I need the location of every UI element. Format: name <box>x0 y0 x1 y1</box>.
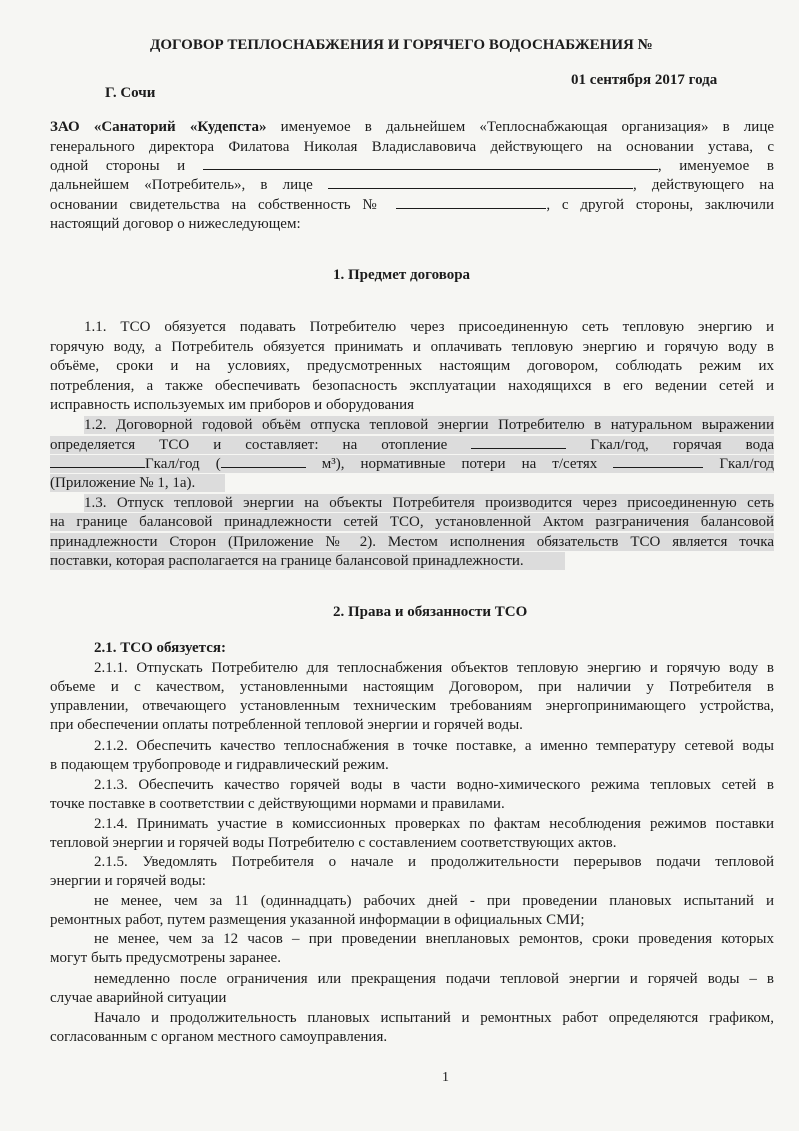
p1-2-line <box>50 455 774 473</box>
p1-2-text: горячая вода <box>672 437 774 453</box>
p2-line: согласованным с органом местного самоуправления. <box>50 1029 388 1045</box>
document-title: ДОГОВОР ТЕПЛОСНАБЖЕНИЯ И ГОРЯЧЕГО ВОДОСНАБЖЕНИЯ № <box>150 37 653 53</box>
heating-volume-blank <box>471 436 566 449</box>
certificate-number-blank <box>396 196 546 209</box>
representative-blank <box>328 176 633 189</box>
p2-line: не менее, чем за 12 часов – при проведении внеплановых ремонтов, сроки проведения которых <box>94 931 774 947</box>
intro-line-1 <box>50 118 774 136</box>
cubic-meters-blank <box>221 455 306 468</box>
p2-line: в подающем трубопроводе и гидравлический режим. <box>50 757 389 773</box>
page-number: 1 <box>442 1070 449 1085</box>
p2-line: Начало и продолжительность плановых испытаний и ремонтных работ определяются графиком, <box>94 1010 774 1026</box>
p1-3-line: на границе балансовой принадлежности сетей ТСО, установленной Актом разграничения балансовой <box>50 514 774 530</box>
section-1-heading: 1. Предмет договора <box>333 267 471 283</box>
p2-line: 2.1.3. Обеспечить качество горячей воды в части водно-химического режима тепловых сетей в <box>94 777 774 793</box>
p1-2-text: Гкал/год <box>719 456 774 472</box>
p1-3-line: принадлежности Сторон (Приложение № 2). Местом исполнения обязательств ТСО является точка <box>50 534 774 550</box>
p1-2-text: Гкал/год ( <box>145 456 221 472</box>
p1-1-line: 1.1. ТСО обязуется подавать Потребителю через присоединенную сеть тепловую энергию и <box>84 319 774 335</box>
p2-line: 2.1.2. Обеспечить качество теплоснабжения в точке поставке, а именно температуру сетевой воды <box>94 738 774 754</box>
contract-date: 01 сентября 2017 года <box>571 72 718 88</box>
hot-water-volume-blank <box>50 455 145 468</box>
p1-2-line <box>50 436 774 454</box>
losses-blank <box>613 455 703 468</box>
intro-line-4 <box>50 176 774 194</box>
p2-line: тепловой энергии и горячей воды Потребителю с составлением соответствующих актов. <box>50 835 617 851</box>
p1-1-line: горячую воду, а Потребитель обязуется принимать и оплачивать тепловую энергию и горячую воду в <box>50 339 774 355</box>
p2-line: не менее, чем за 11 (одиннадцать) рабочих дней - при проведении плановых испытаний и <box>94 893 774 909</box>
p1-1-line: объёме, сроки и на условиях, предусмотренных настоящим договором, соблюдать режим их <box>50 358 774 374</box>
p1-3-line: поставки, которая располагается на границе балансовой принадлежности. <box>50 552 565 570</box>
intro-line-3 <box>50 157 774 175</box>
p2-line: объеме и с качеством, установленными настоящим Договором, при наличии у Потребителя в <box>50 679 774 695</box>
p1-2-line: (Приложение № 1, 1а). <box>50 474 225 492</box>
intro-line-5 <box>50 196 774 214</box>
p1-2-line: 1.2. Договорной годовой объём отпуска тепловой энергии Потребителю в натуральном выражении <box>84 417 774 433</box>
intro-text: одной стороны и <box>50 158 186 174</box>
intro-text: , с другой стороны, заключили <box>546 197 774 213</box>
p2-line: 2.1.1. Отпускать Потребителю для теплоснабжения объектов тепловую энергию и горячую воду в <box>94 660 774 676</box>
p1-2-text: определяется ТСО и составляет: на отопление <box>50 437 448 453</box>
p1-3-line: 1.3. Отпуск тепловой энергии на объекты Потребителя производится через присоединенную сеть <box>84 495 774 511</box>
p2-line: точке поставке в соответствии с действующими нормами и правилами. <box>50 796 505 812</box>
consumer-name-blank <box>203 157 658 170</box>
p2-line: 2.1.4. Принимать участие в комиссионных проверках по фактам несоблюдения режимов поставки <box>94 816 774 832</box>
city: Г. Сочи <box>105 85 156 101</box>
intro-line-2: генерального директора Филатова Николая Владиславовича действующего на основании устава, с <box>50 139 774 155</box>
intro-text: дальнейшем «Потребитель», в лице <box>50 177 313 193</box>
p2-line: немедленно после ограничения или прекращения подачи тепловой энергии и горячей воды – в <box>94 971 774 987</box>
p1-2-text: Гкал/год, <box>590 437 649 453</box>
p1-1-line: потребления, а также обеспечивать безопасность эксплуатации находящихся в его ведении сетей и <box>50 378 774 394</box>
intro-text: именуемое в дальнейшем «Теплоснабжающая организация» в лице <box>280 119 774 135</box>
p2-line: могут быть предусмотрены заранее. <box>50 950 281 966</box>
company-name: ЗАО «Санаторий «Кудепста» <box>50 119 267 135</box>
p1-2-text: м³), нормативные потери на т/сетях <box>321 456 598 472</box>
intro-text: основании свидетельства на собственность № <box>50 197 385 213</box>
p2-line: ремонтных работ, путем размещения указанной информации в официальных СМИ; <box>50 912 585 928</box>
p2-line: случае аварийной ситуации <box>50 990 227 1006</box>
subsection-2-1-heading: 2.1. ТСО обязуется: <box>94 640 226 656</box>
p1-1-line: исправность используемых им приборов и оборудования <box>50 397 415 413</box>
intro-text: , действующего на <box>632 177 774 193</box>
p2-line: управлении, отвечающего установленным техническим требованиям энергопринимающего устройства, <box>50 698 774 714</box>
p2-line: энергии и горячей воды: <box>50 873 206 889</box>
p2-line: при обеспечении оплаты потребленной тепловой энергии и горячей воды. <box>50 717 523 733</box>
p2-line: 2.1.5. Уведомлять Потребителя о начале и продолжительности перерывов подачи тепловой <box>94 854 774 870</box>
section-2-heading: 2. Права и обязанности ТСО <box>333 604 528 620</box>
intro-text: , именуемое в <box>657 158 774 174</box>
intro-line-6: настоящий договор о нижеследующем: <box>50 216 301 232</box>
